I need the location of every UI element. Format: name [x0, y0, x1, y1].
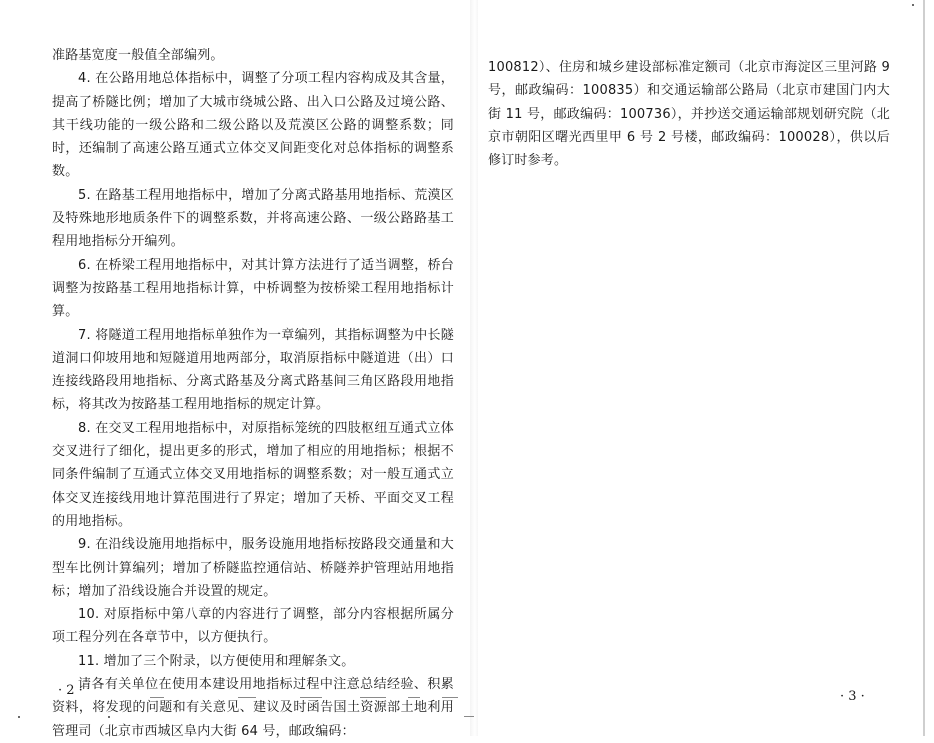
paragraph-item-7: 7. 将隧道工程用地指标单独作为一章编列，其指标调整为中长隧道洞口仰坡用地和短隧道用地两部分，取消原指标中隧道进（出）口连接线路段用地指标、分离式路基及分离式路基间三角区路段用地指标，将其改为按路基工程用地指标的规定计算。 — [52, 327, 454, 413]
page-number-left: · 2 · — [58, 683, 83, 698]
paragraph-feedback-continuation: 100812）、住房和城乡建设部标准定额司（北京市海淀区三里河路 9 号，邮政编码：100835）和交通运输部公路局（北京市建国门内大街 11 号，邮政编码：100736），并抄送交通运输部规划研究院（北京市朝阳区曙光西里甲 6 号 2 号楼，邮政编码：100028），供以后修订时参考。 — [488, 60, 890, 169]
page-edge-shadow — [923, 0, 925, 736]
paragraph-item-11: 11. 增加了三个附录，以方便使用和理解条文。 — [78, 653, 355, 669]
paragraph-item-8: 8. 在交叉工程用地指标中，对原指标笼统的四肢枢纽互通式立体交叉进行了细化，提出更多的形式，增加了相应的用地指标；根据不同条件编制了互通式立体交叉用地指标的调整系数；对一般互通式立体交叉连接线用地计算范围进行了界定；增加了天桥、平面交叉工程的用地指标。 — [52, 420, 454, 529]
scan-artifact-dash — [464, 716, 474, 717]
scan-artifact-dot — [18, 716, 20, 718]
paragraph-item-10: 10. 对原指标中第八章的内容进行了调整，部分内容根据所属分项工程分列在各章节中，以方便执行。 — [52, 607, 454, 646]
scan-artifact-dash — [408, 697, 420, 698]
scan-artifact-dash — [300, 697, 322, 698]
paragraph-item-5: 5. 在路基工程用地指标中，增加了分离式路基用地指标、荒漠区及特殊地形地质条件下的调整系数，并将高速公路、一级公路路基工程用地指标分开编列。 — [52, 187, 454, 250]
paragraph-feedback-request: 请各有关单位在使用本建设用地指标过程中注意总结经验、积累资料，将发现的问题和有关意见、建议及时函告国土资源部土地利用管理司（北京市西城区阜内大街 64 号，邮政编码： — [52, 677, 454, 739]
book-gutter — [470, 0, 478, 736]
scan-artifact-dash — [360, 697, 386, 698]
scan-artifact-dash — [238, 697, 256, 698]
paragraph-item-4: 4. 在公路用地总体指标中，调整了分项工程内容构成及其含量，提高了桥隧比例；增加了大城市绕城公路、出入口公路及过境公路、其干线功能的一级公路和二级公路以及荒漠区公路的调整系数；同时，还编制了高速公路互通式立体交叉间距变化对总体指标的调整系数。 — [52, 71, 454, 180]
scan-artifact-dash — [442, 697, 458, 698]
paragraph-item-6: 6. 在桥梁工程用地指标中，对其计算方法进行了适当调整，桥台调整为按路基工程用地指标计算，中桥调整为按桥梁工程用地指标计算。 — [52, 257, 454, 320]
scan-artifact-dash — [150, 697, 164, 698]
paragraph-item-9: 9. 在沿线设施用地指标中，服务设施用地指标按路段交通量和大型车比例计算编列；增加了桥隧监控通信站、桥隧养护管理站用地指标；增加了沿线设施合并设置的规定。 — [52, 537, 454, 599]
scan-artifact-dot — [912, 4, 914, 6]
paragraph-continuation: 准路基宽度一般值全部编列。 — [52, 48, 224, 63]
right-page — [478, 0, 934, 736]
left-page-body — [52, 44, 454, 743]
right-page-body — [488, 56, 890, 172]
page-number-right: · 3 · — [840, 689, 865, 704]
scan-artifact-dot — [108, 716, 110, 718]
